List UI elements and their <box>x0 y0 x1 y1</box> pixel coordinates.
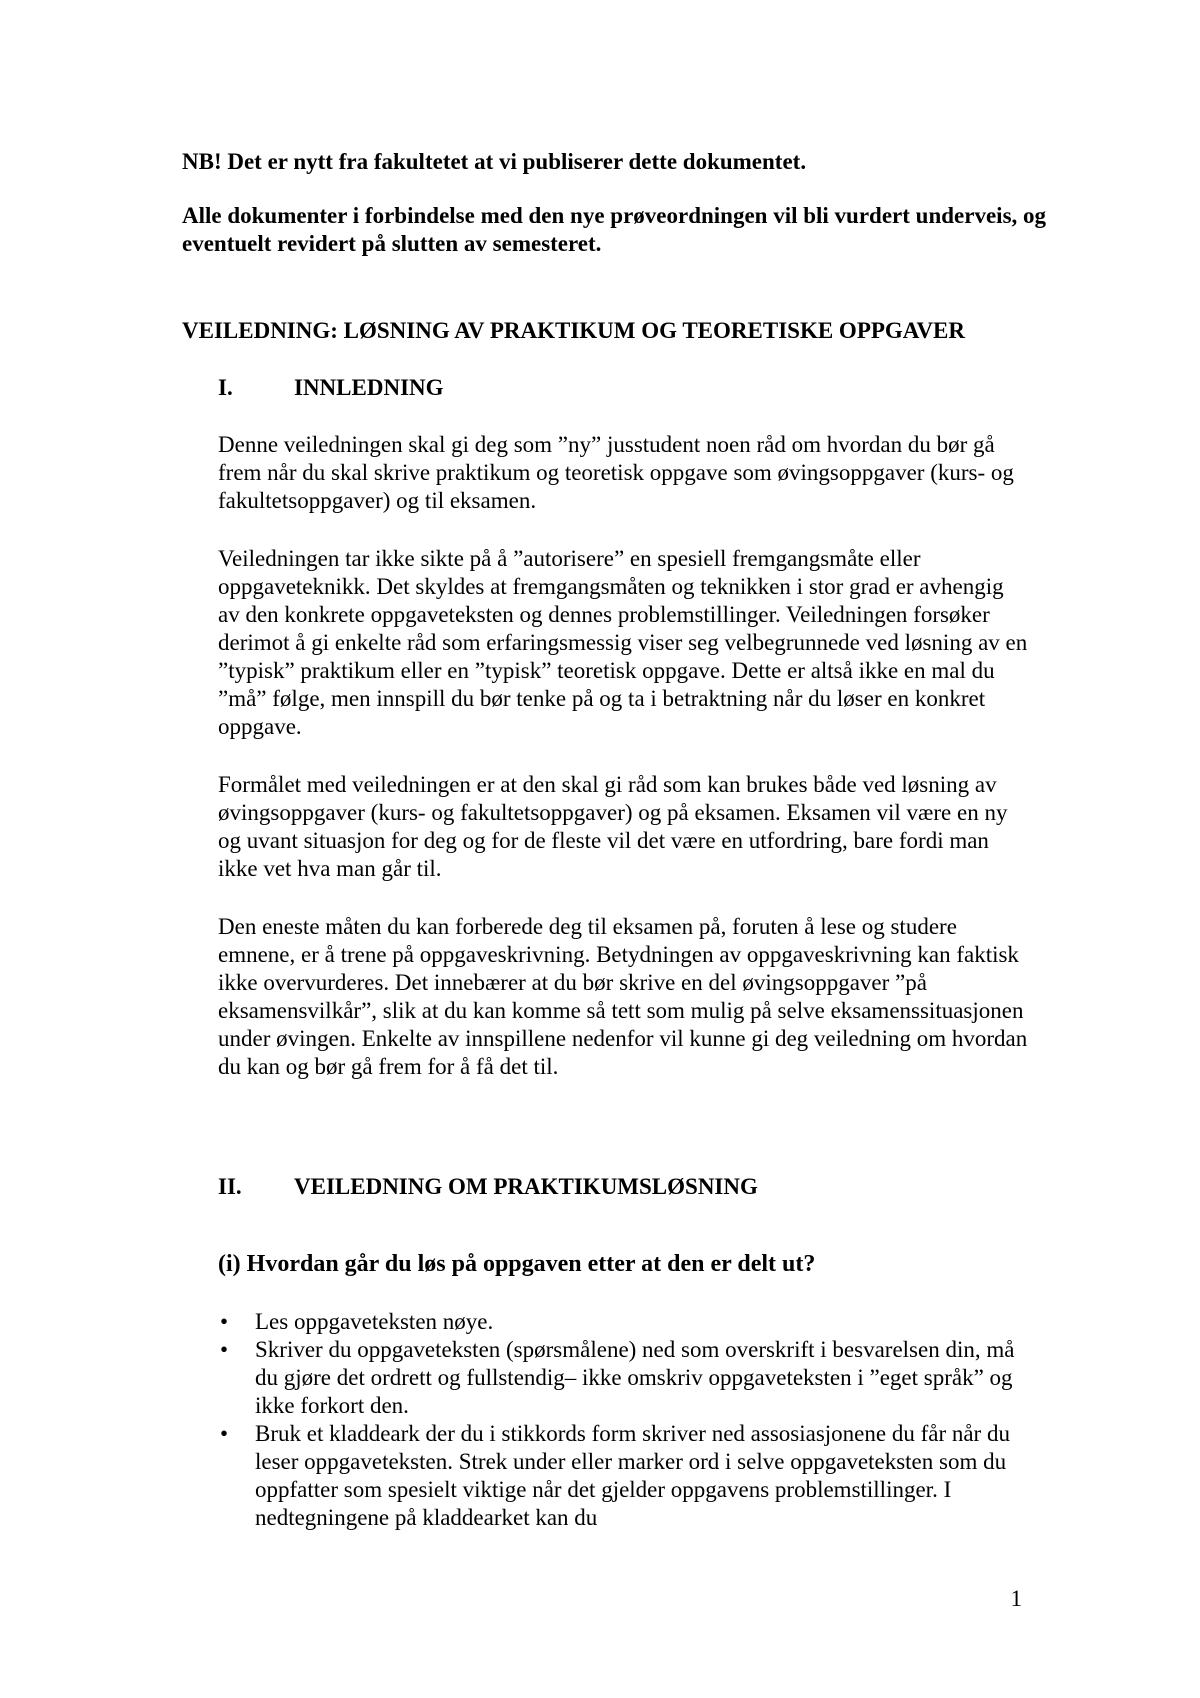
page-number: 1 <box>1010 1586 1022 1611</box>
paragraph: Denne veiledningen skal gi deg som ”ny” jusstudent noen råd om hvordan du bør gå frem når du skal skrive praktikum og teoretisk oppgave som øvingsoppgaver (kurs- og fakultetsoppgaver) og til eksamen. <box>218 432 1014 513</box>
bullet-icon: • <box>220 1421 229 1446</box>
bullet-icon: • <box>220 1337 229 1362</box>
section-heading-innledning <box>218 374 1038 402</box>
section-number: II. <box>218 1174 242 1199</box>
list-item-text: Bruk et kladdeark der du i stikkords form skriver ned assosiasjonene du får når du leser oppgaveteksten. Strek under eller marker ord i selve oppgaveteksten som du oppfatter som spesielt viktige når det gjelder oppgavens problemstillinger. I nedtegningene på kladdearket kan du <box>255 1421 1010 1530</box>
list-item-text: Les oppgaveteksten nøye. <box>255 1309 494 1334</box>
list-item <box>218 1308 1030 1336</box>
bullet-list <box>218 1308 1030 1532</box>
list-item-text: Skriver du oppgaveteksten (spørsmålene) ned som overskrift i besvarelsen din, må du gjøre det ordrett og fullstendig– ikke omskriv oppgaveteksten i ”eget språk” og ikke forkort den. <box>255 1337 1015 1418</box>
section-title: INNLEDNING <box>294 375 444 400</box>
section-number: I. <box>218 375 233 400</box>
subsection-heading: (i) Hvordan går du løs på oppgaven etter at den er delt ut? <box>218 1251 816 1277</box>
list-item <box>218 1420 1030 1532</box>
section-heading-praktikum <box>218 1173 1038 1201</box>
notice-revision-text: Alle dokumenter i forbindelse med den nye prøveordningen vil bli vurdert underveis, og eventuelt revidert på slutten av semesteret. <box>182 203 1047 256</box>
section-title: VEILEDNING OM PRAKTIKUMSLØSNING <box>294 1174 758 1199</box>
notice-line: NB! Det er nytt fra fakultetet at vi publiserer dette dokumentet. <box>182 149 807 174</box>
paragraph: Veiledningen tar ikke sikte på å ”autorisere” en spesiell fremgangsmåte eller oppgaveteknikk. Det skyldes at fremgangsmåten og teknikken i stor grad er avhengig av den konkrete oppgaveteksten og dennes problemstillinger. Veiledningen forsøker derimot å gi enkelte råd som erfaringsmessig viser seg velbegrunnede ved løsning av en ”typisk” praktikum eller en ”typisk” teoretisk oppgave. Dette er altså ikke en mal du ”må” følge, men innspill du bør tenke på og ta i betraktning når du løser en konkret oppgave. <box>218 546 1028 739</box>
list-item <box>218 1336 1030 1420</box>
paragraph: Den eneste måten du kan forberede deg til eksamen på, foruten å lese og studere emnene, er å trene på oppgaveskrivning. Betydningen av oppgaveskrivning kan faktisk ikke overvurderes. Det innebærer at du bør skrive en del øvingsoppgaver ”på eksamensvilkår”, slik at du kan komme så tett som mulig på selve eksamenssituasjonen under øvingen. Enkelte av innspillene nedenfor vil kunne gi deg veiledning om hvordan du kan og bør gå frem for å få det til. <box>218 914 1028 1079</box>
bullet-icon: • <box>220 1309 229 1334</box>
paragraph: Formålet med veiledningen er at den skal gi råd som kan brukes både ved løsning av øvingsoppgaver (kurs- og fakultetsoppgaver) og på eksamen. Eksamen vil være en ny og uvant situasjon for deg og for de fleste vil det være en utfordring, bare fordi man ikke vet hva man går til. <box>218 772 1008 881</box>
document-title: VEILEDNING: LØSNING AV PRAKTIKUM OG TEORETISKE OPPGAVER <box>182 318 966 343</box>
